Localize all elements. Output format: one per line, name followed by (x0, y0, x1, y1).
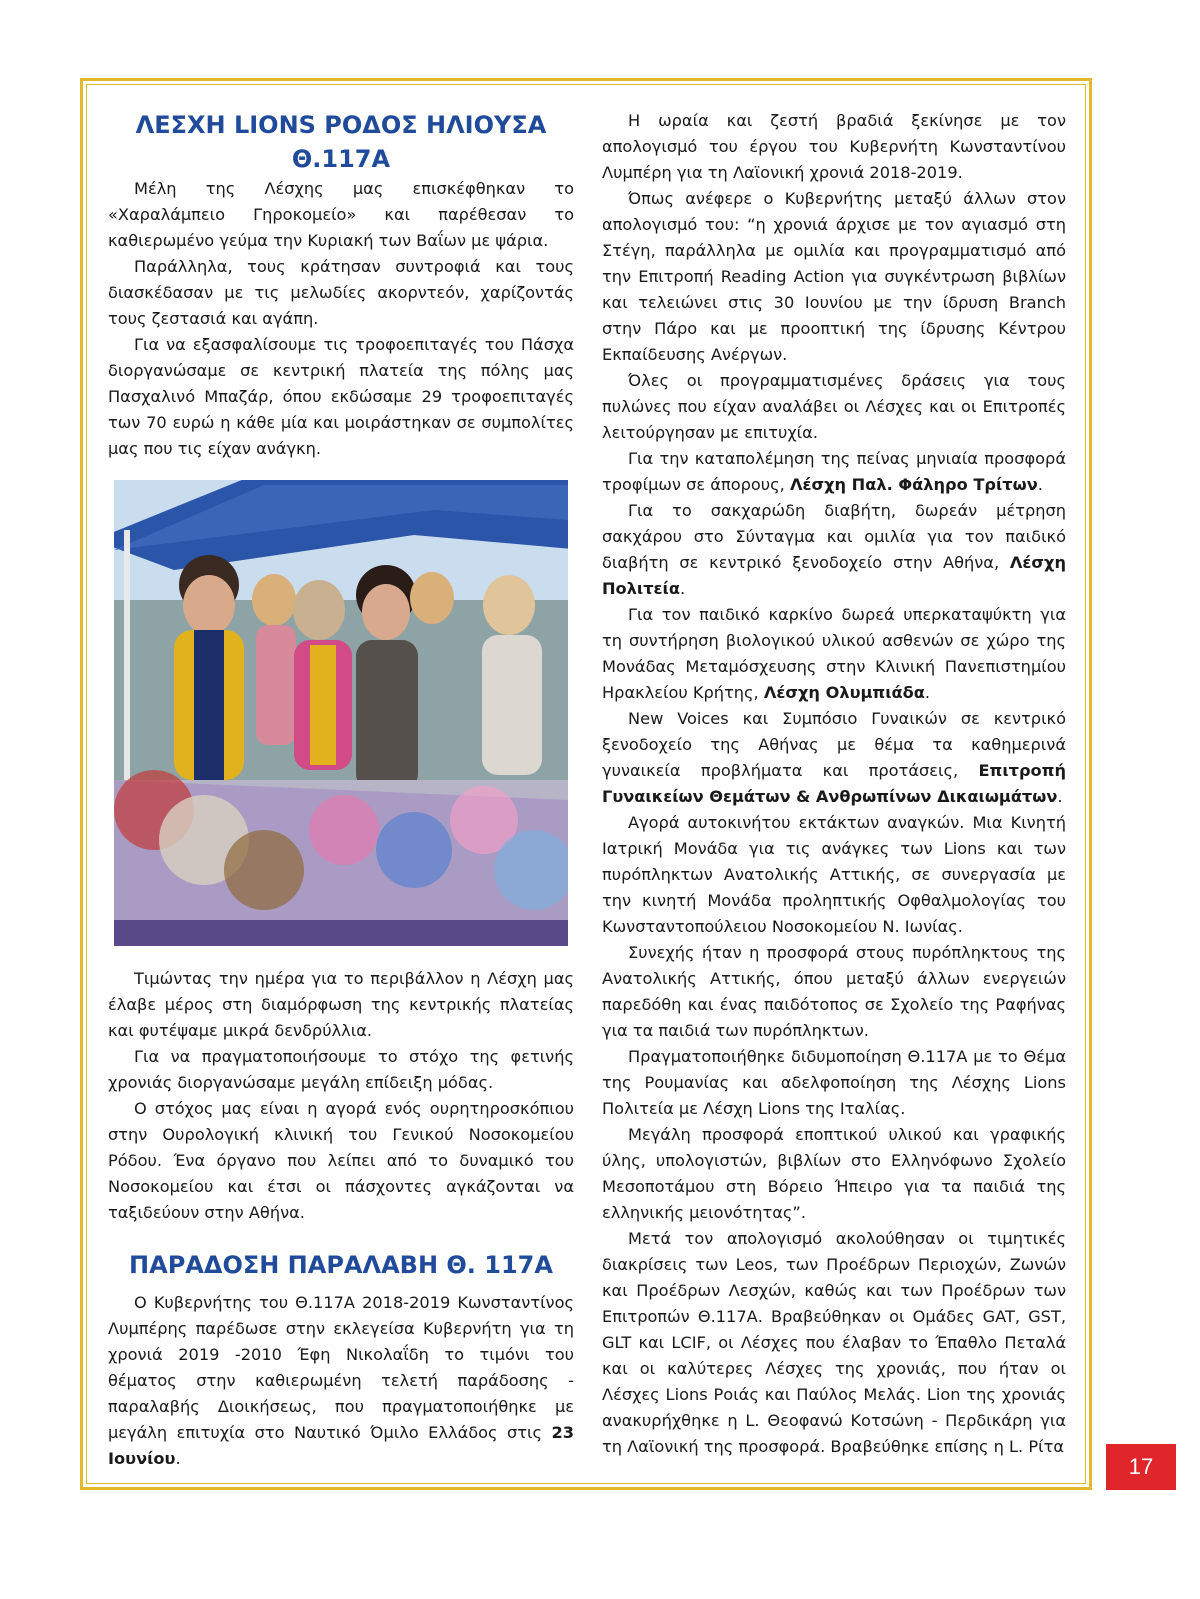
left-paragraph-2: Παράλληλα, τους κράτησαν συντροφιά και τους διασκέδασαν με τις μελωδίες ακορντεόν, χαρίζοντάς τους ζεστασιά και αγάπη. (108, 257, 574, 328)
right-paragraph-7 (602, 706, 1066, 810)
p4-bold: Λέσχη Παλ. Φάληρο Τρίτων (789, 475, 1038, 494)
left-paragraph-3: Για να εξασφαλίσουμε τις τροφοεπιταγές του Πάσχα διοργανώσαμε σε κεντρική πλατεία της πόλης μας Πασχαλινό Μπαζάρ, όπου εκδώσαμε 29 τροφοεπιταγές των 70 ευρώ η κάθε μία και μοιράστηκαν σε συμπολίτες μας που τις είχαν ανάγκη. (108, 335, 574, 458)
right-paragraph-3: Όλες οι προγραμματισμένες δράσεις για τους πυλώνες που είχαν αναλάβει οι Λέσχες και οι Επιτροπές λειτούργησαν με επιτυχία. (602, 371, 1066, 442)
article-title-line1: ΛΕΣΧΗ LIONS ΡΟΔΟΣ ΗΛΙΟΥΣΑ (135, 111, 547, 139)
p6-bold: Λέσχη Ολυμπιάδα (763, 683, 925, 702)
p7-text: New Voices και Συμπόσιο Γυναικών σε κεντρικό ξενοδοχείο της Αθήνας με θέμα τα καθημερινά γυναικεία προβλήματα και προτάσεις, (602, 709, 1066, 780)
article-title-line2: Θ.117Α (291, 145, 391, 173)
right-paragraph-9: Συνεχής ήταν η προσφορά στους πυρόπληκτους της Ανατολικής Αττικής, όπου μεταξύ άλλων ενεργειών παρεδόθη και ένας παιδότοπος σε Σχολείο της Ραφήνας για τα παιδιά των πυρόπληκτων. (602, 943, 1066, 1040)
p5-end: . (680, 579, 686, 598)
section-title-handover: ΠΑΡΑΔΟΣΗ ΠΑΡΑΛΑΒΗ Θ. 117Α (129, 1251, 553, 1279)
right-column (602, 108, 1066, 1460)
right-paragraph-5 (602, 498, 1066, 602)
para7-bold: 23 Ιουνίου (108, 1423, 574, 1468)
left-paragraph-4: Τιμώντας την ημέρα για το περιβάλλον η Λέσχη μας έλαβε μέρος στη διαμόρφωση της κεντρικής πλατείας και φυτέψαμε μικρά δενδρύλλια. (108, 969, 574, 1040)
p5-text: Για το σακχαρώδη διαβήτη, δωρεάν μέτρηση σακχάρου στο Σύνταγμα και ομιλία για τον παιδικό διαβήτη σε κεντρικό ξενοδοχείο στην Αθήνα, (602, 501, 1066, 572)
p6-end: . (924, 683, 931, 702)
left-paragraph-5: Για να πραγματοποιήσουμε το στόχο της φετινής χρονιάς διοργανώσαμε μεγάλη επίδειξη μόδας. (108, 1047, 574, 1092)
right-paragraph-12: Μετά τον απολογισμό ακολούθησαν οι τιμητικές διακρίσεις των Leos, των Προέδρων Περιοχών, Ζωνών και Προέδρων Λεσχών, καθώς και των Προέδρων των Επιτροπών Θ.117Α. Βραβεύθηκαν οι Ομάδες GAT, GST, GLT και LCIF, οι Λέσχες που έλαβαν το Έπαθλο Πεταλά και οι καλύτερες Λέσχες της χρονιάς, που ήταν οι Λέσχες Lions Ροιάς και Παύλος Μελάς. Lion της χρονιάς ανακυρήχθηκε η L. Θεοφανώ Κοτσώνη - Περδικάρη για τη Λαϊονική της προσφορά. Βραβεύθηκε επίσης η L. Ρίτα (602, 1229, 1066, 1456)
article-title (108, 108, 574, 176)
right-paragraph-11: Μεγάλη προσφορά εποπτικού υλικού και γραφικής ύλης, υπολογιστών, βιβλίων στο Ελληνόφωνο Σχολείο Μεσοποτάμου στη Βόρειο Ήπειρο για τα παιδιά της ελληνικής μειονότητας”. (602, 1125, 1066, 1222)
bazaar-photo-illustration (114, 480, 568, 946)
p6-text: Για τον παιδικό καρκίνο δωρεά υπερκαταψύκτη για τη συντήρηση βιολογικού υλικού ασθενών σε χώρο της Μονάδας Μεταμόσχευσης στην Κλινική Πανεπιστημίου Ηρακλείου Κρήτης, (602, 605, 1066, 702)
p4-text: Για την καταπολέμηση της πείνας μηνιαία προσφορά τροφίμων σε άπορους, (602, 449, 1066, 494)
left-paragraph-6: Ο στόχος μας είναι η αγορά ενός ουρητηροσκόπιου στην Ουρολογική κλινική του Γενικού Νοσοκομείου Ρόδου. Ένα όργανο που λείπει από το δυναμικό του Νοσοκομείου και έτσι οι πάσχοντες αγκάζονται να ταξιδεύουν στην Αθήνα. (108, 1099, 574, 1222)
para7-end: . (175, 1449, 181, 1468)
right-paragraph-4 (602, 446, 1066, 498)
page-number-badge: 17 (1106, 1444, 1176, 1490)
right-paragraph-6 (602, 602, 1066, 706)
p7-end: . (1057, 787, 1063, 806)
right-paragraph-1: Η ωραία και ζεστή βραδιά ξεκίνησε με τον απολογισμό του έργου του Κυβερνήτη Κωνσταντίνου Λυμπέρη για τη Λαϊονική χρονιά 2018-2019. (602, 111, 1066, 182)
bazaar-photo (114, 480, 568, 946)
right-paragraph-2: Όπως ανέφερε ο Κυβερνήτης μεταξύ άλλων στον απολογισμό του: “η χρονιά άρχισε με τον αγιασμό στη Στέγη, παράλληλα με ομιλία και προγραμματισμό από την Επιτροπή Reading Action για συγκέντρωση βιβλίων και τελειώνει στις 30 Ιουνίου με την ίδρυση Branch στην Πάρο και με προοπτική της ίδρυσης Κέντρου Εκπαίδευσης Ανέργων. (602, 189, 1066, 364)
left-paragraph-1: Μέλη της Λέσχης μας επισκέφθηκαν το «Χαραλάμπειο Γηροκομείο» και παρέθεσαν το καθιερωμένο γεύμα την Κυριακή των Βαΐων με ψάρια. (108, 179, 574, 250)
left-paragraph-7 (108, 1290, 574, 1472)
p4-end: . (1037, 475, 1043, 494)
para7-text: Ο Κυβερνήτης του Θ.117Α 2018-2019 Κωνσταντίνος Λυμπέρης παρέδωσε στην εκλεγείσα Κυβερνήτη για τη χρονιά 2019 -2010 Έφη Νικολαΐδη το τιμόνι του θέματος στην καθιερωμένη τελετή παράδοσης - παραλαβής Διοικήσεως, που πραγματοποιήθηκε με μεγάλη επιτυχία στο Ναυτικό Όμιλο Ελλάδος στις (108, 1293, 574, 1442)
left-column (108, 108, 574, 1472)
p5-bold: Λέσχη Πολιτεία (602, 553, 1066, 598)
right-paragraph-8: Αγορά αυτοκινήτου εκτάκτων αναγκών. Μια Κινητή Ιατρική Μονάδα για τις ανάγκες των Lions και των πυρόπληκτων Ανατολικής Αττικής, σε συνεργασία με την κινητή Μονάδα προληπτικής Οφθαλμολογίας του Κωνσταντοπούλειου Νοσοκομείου Ν. Ιωνίας. (602, 813, 1066, 936)
p7-bold: Επιτροπή Γυναικείων Θεμάτων & Ανθρωπίνων Δικαιωμάτων (602, 761, 1066, 806)
right-paragraph-10: Πραγματοποιήθηκε διδυμοποίηση Θ.117Α με το Θέμα της Ρουμανίας και αδελφοποίηση της Λέσχης Lions Πολιτεία με Λέσχη Lions της Ιταλίας. (602, 1047, 1066, 1118)
